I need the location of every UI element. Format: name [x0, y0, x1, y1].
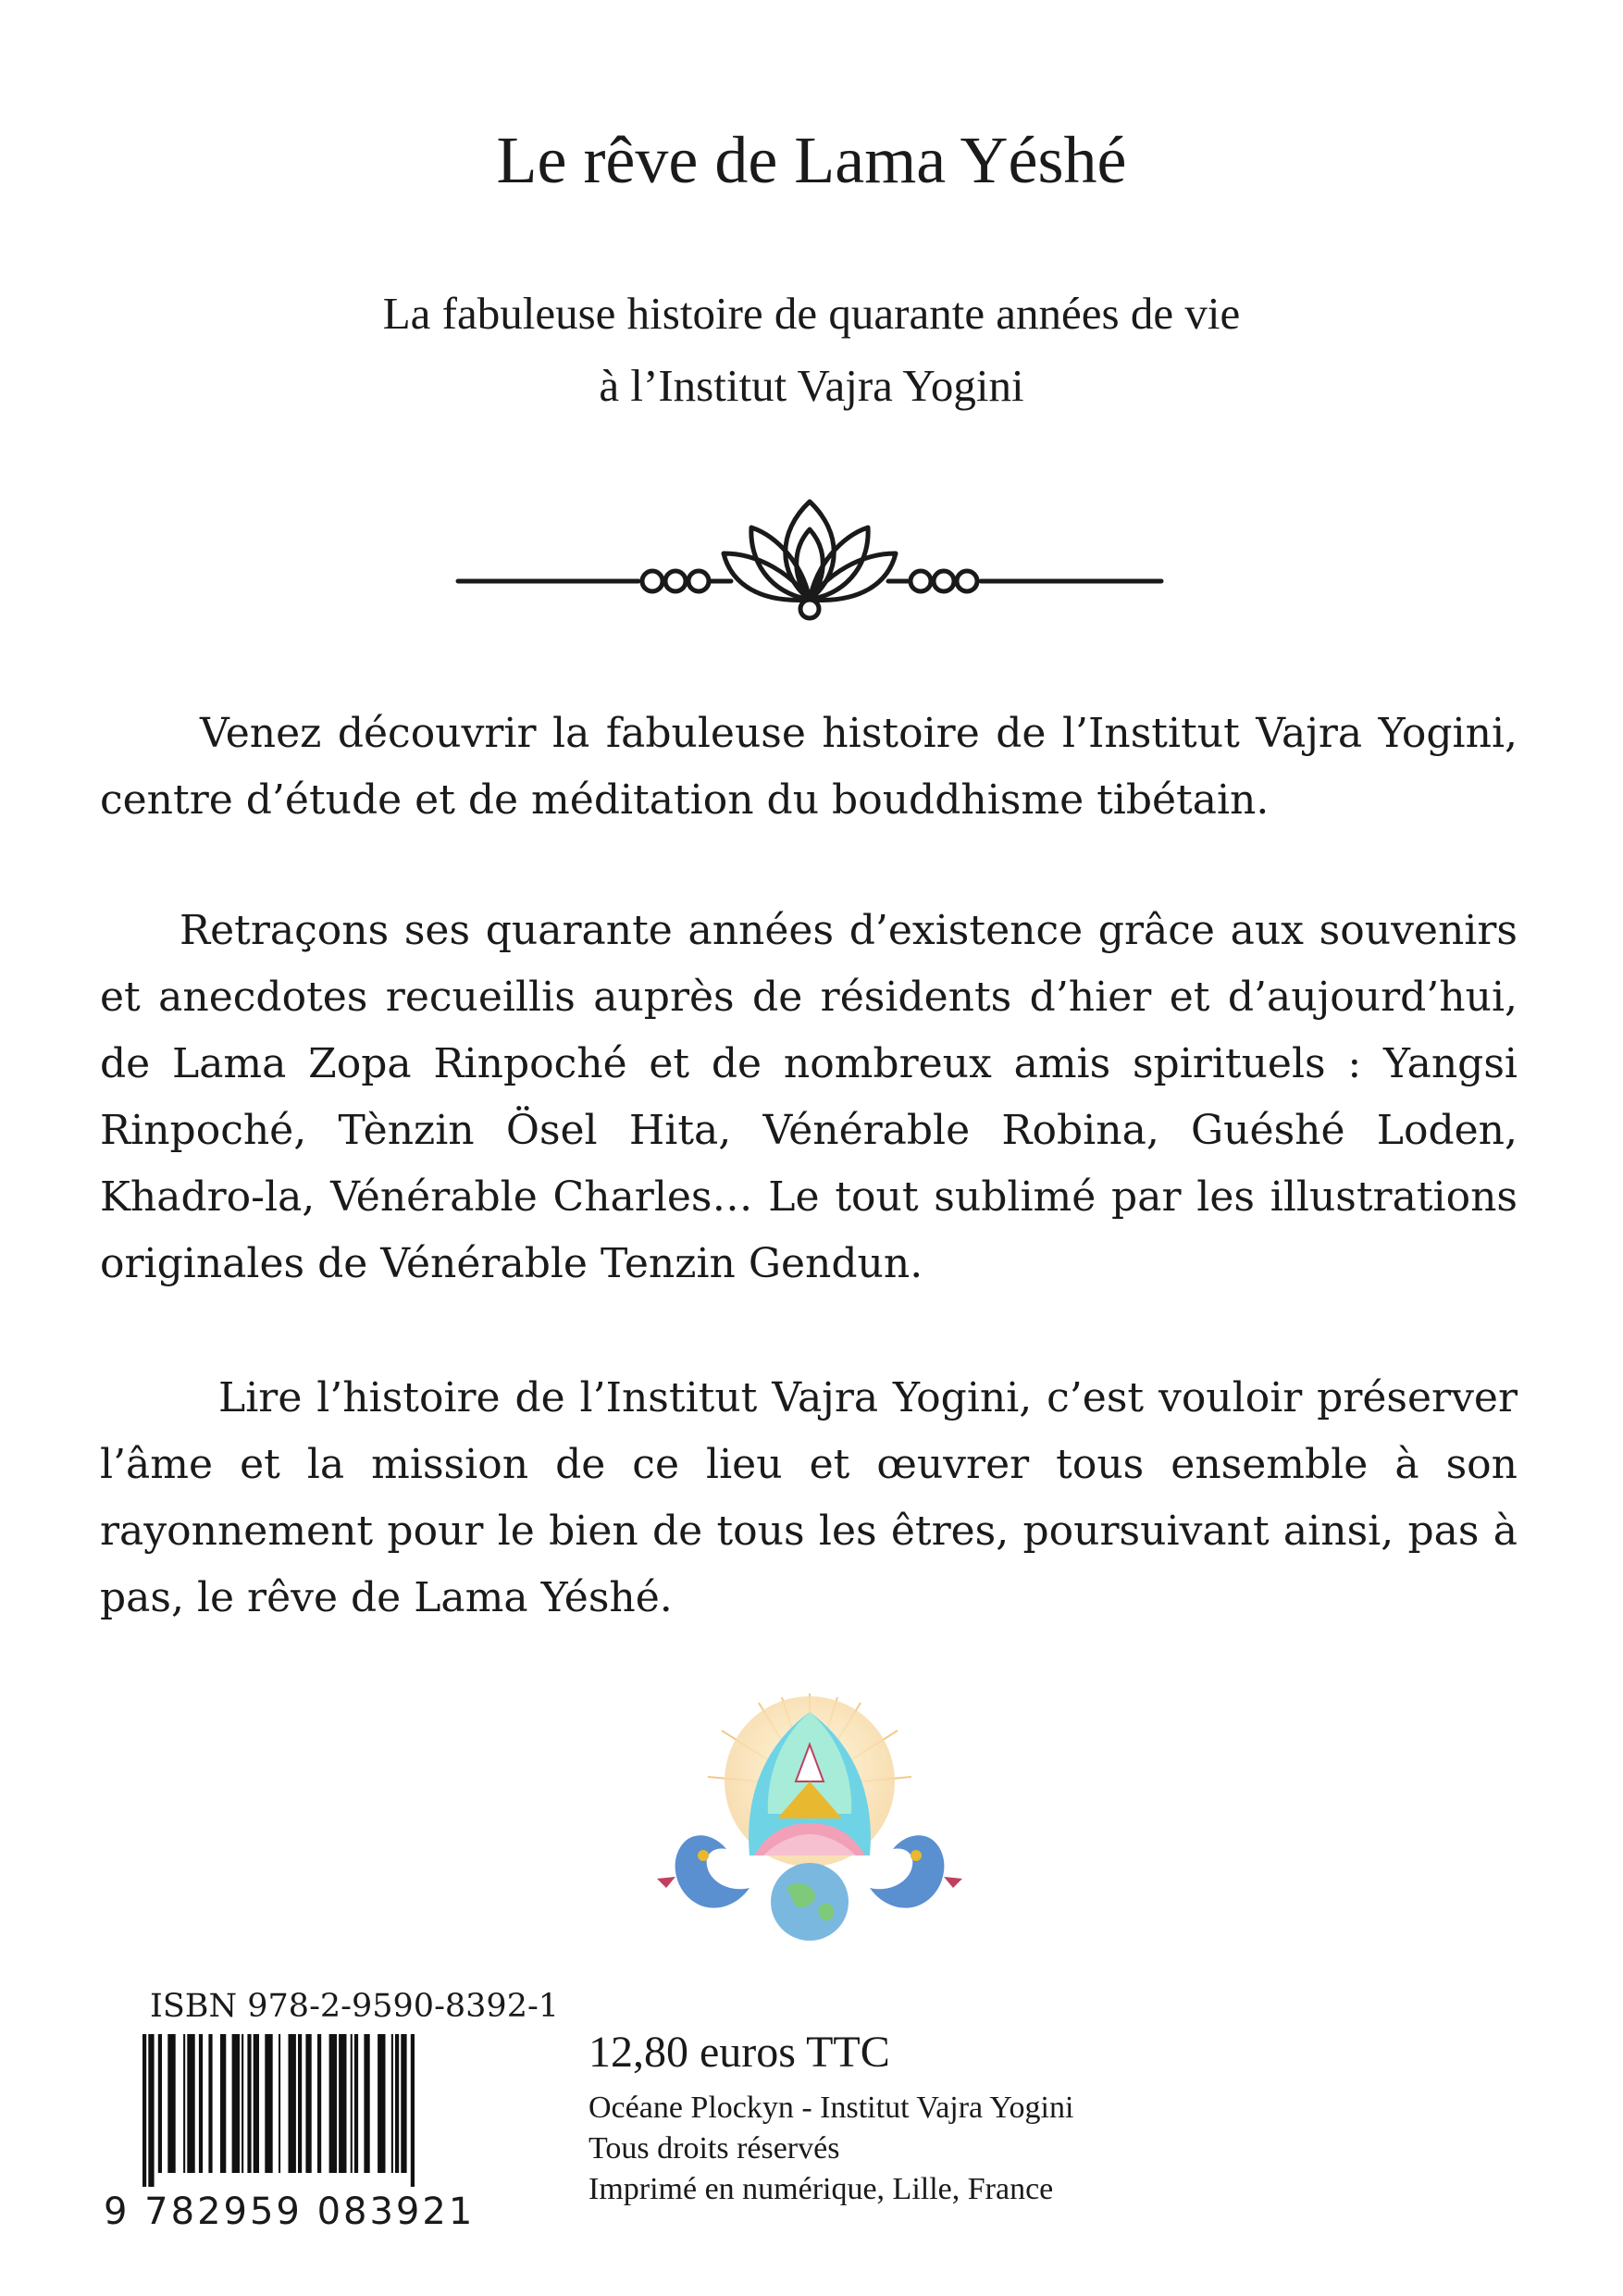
barcode-bar: [401, 2034, 406, 2173]
barcode-bar: [208, 2034, 212, 2173]
barcode-bar: [187, 2034, 194, 2173]
barcode-bar: [247, 2034, 251, 2173]
barcode-bar: [329, 2034, 337, 2173]
barcode-bar: [395, 2034, 399, 2173]
barcode-bar: [391, 2034, 393, 2173]
barcode-bar: [158, 2034, 162, 2173]
paragraph-3: [100, 1365, 1518, 1632]
isbn-label: ISBN 978-2-9590-8392-1: [150, 1988, 560, 2025]
paragraph-3-text: Lire l’histoire de l’Institut Vajra Yogini, c’est vouloir préserver l’âme et la mission de ce lieu et œuvrer tous ensemble à son rayonnement pour le bien de tous les êtres, poursuivant ainsi, pas à pas, le rêve de Lama Yéshé.: [100, 1374, 1518, 1621]
barcode-bar: [298, 2034, 302, 2173]
paragraph-1: [100, 701, 1518, 834]
institute-emblem-icon: [648, 1694, 972, 1943]
barcode-bar: [183, 2034, 185, 2173]
lotus-divider-icon: [453, 490, 1166, 629]
barcode-bar: [411, 2034, 415, 2187]
barcode-digits: 9 782959 083921: [104, 2191, 476, 2233]
barcode-bar: [378, 2034, 385, 2173]
barcode-bar: [317, 2034, 321, 2173]
publisher-info: [588, 2088, 1073, 2210]
barcode-bar: [254, 2034, 259, 2173]
price: 12,80 euros TTC: [588, 2028, 890, 2077]
publisher-line-2: Tous droits réservés: [588, 2131, 840, 2166]
barcode-bar: [199, 2034, 203, 2173]
paragraph-1-text: Venez découvrir la fabuleuse histoire de l’Institut Vajra Yogini, centre d’étude et de méditation du bouddhisme tibétain.: [100, 710, 1518, 824]
barcode-bar: [220, 2034, 226, 2173]
subtitle-line-1: La fabuleuse histoire de quarante années de vie: [382, 288, 1241, 339]
subtitle-line-2: à l’Institut Vajra Yogini: [599, 360, 1024, 411]
publisher-line-3: Imprimé en numérique, Lille, France: [588, 2172, 1054, 2206]
barcode-bar: [339, 2034, 346, 2173]
barcode-bar: [305, 2034, 311, 2173]
book-title: Le rêve de Lama Yéshé: [496, 123, 1127, 197]
barcode-bar: [265, 2034, 272, 2173]
publisher-line-1: Océane Plockyn - Institut Vajra Yogini: [588, 2091, 1074, 2125]
paragraph-2-text: Retraçons ses quarante années d’existence grâce aux souvenirs et anecdotes recueillis auprès de résidents d’hier et d’aujourd’hui, de Lama Zopa Rinpoché et de nombreux amis spirituels : Yangsi Rinpoché, Tènzin Ösel Hita, Vénérable Robina, Guéshé Loden, Khadro-la, Vénérable Charles… Le tout sublimé par les illustrations originales de Vénérable Tenzin Gendun.: [100, 907, 1518, 1287]
barcode-bar: [148, 2034, 154, 2187]
book-subtitle: [0, 278, 1623, 422]
barcode-bar: [242, 2034, 243, 2173]
barcode-bar: [232, 2034, 240, 2173]
paragraph-2: [100, 898, 1518, 1297]
barcode: [141, 2034, 525, 2187]
barcode-bar: [364, 2034, 369, 2173]
barcode-bar: [167, 2034, 175, 2173]
barcode-bar: [289, 2034, 296, 2173]
barcode-bar: [142, 2034, 146, 2187]
barcode-bar: [351, 2034, 353, 2173]
barcode-bar: [279, 2034, 280, 2173]
barcode-bar: [354, 2034, 358, 2173]
